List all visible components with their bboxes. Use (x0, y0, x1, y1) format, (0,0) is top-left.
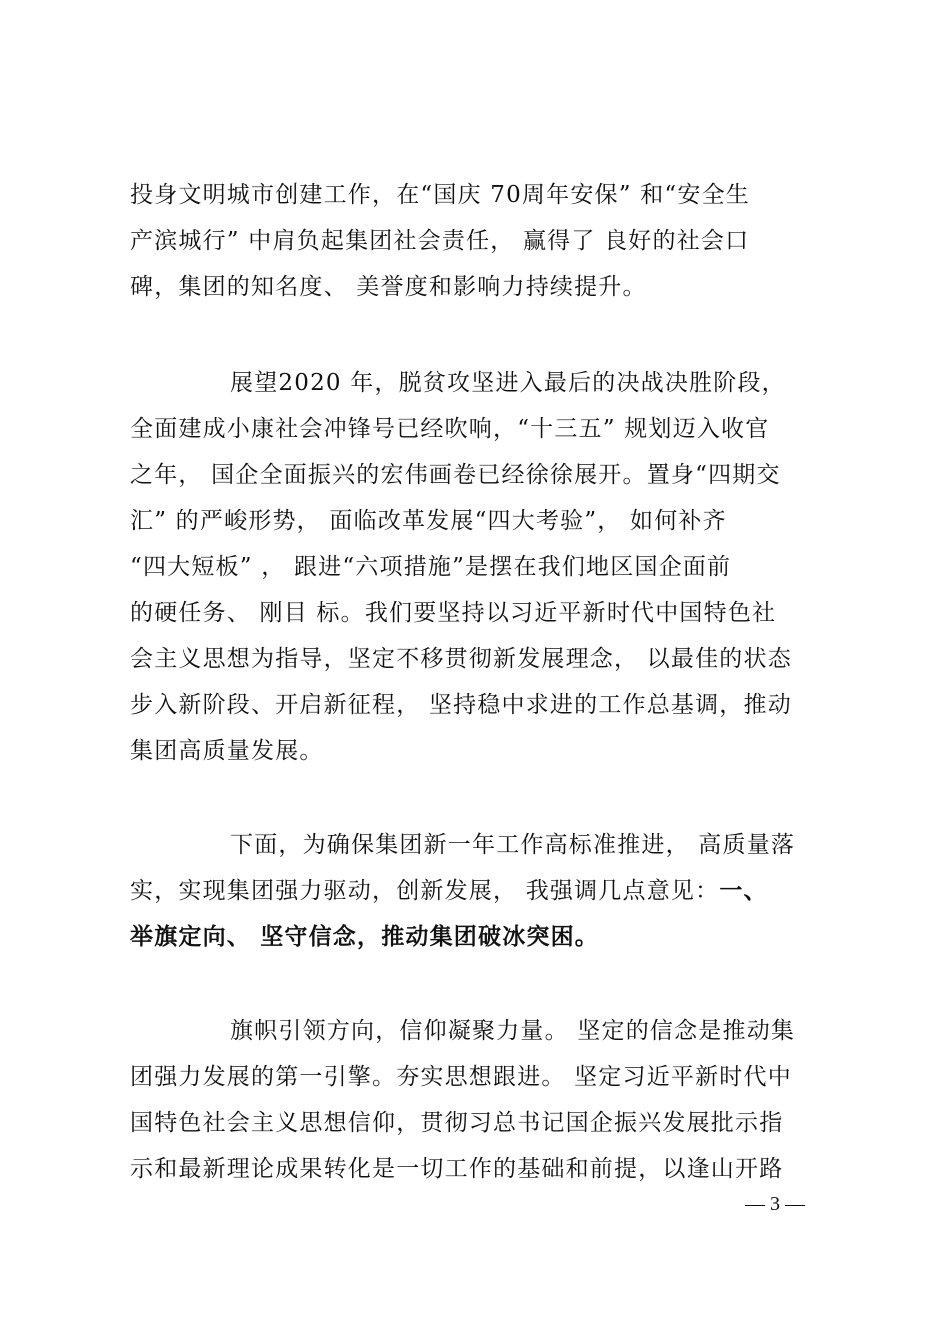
page-number: — 3 — (745, 1193, 805, 1215)
paragraph-2-line-4: 汇” 的严峻形势， 面临改革发展“四大考验”， 如何补齐 (130, 508, 727, 534)
paragraph-4-line-4: 示和最新理论成果转化是一切工作的基础和前提，以逢山开路 (130, 1156, 784, 1182)
paragraph-4-line-1: 旗帜引领方向，信仰凝聚力量。 坚定的信念是推动集 (230, 1018, 796, 1044)
paragraph-2-line-6: 的硬任务、 刚目 标。我们要坚持以习近平新时代中国特色社 (130, 600, 777, 626)
paragraph-1-line-1: 投身文明城市创建工作，在“国庆 70周年安保” 和“安全生 (130, 182, 750, 208)
paragraph-4-line-2: 团强力发展的第一引擎。夯实思想跟进。 坚定习近平新时代中 (130, 1064, 792, 1090)
paragraph-2-line-3: 之年， 国企全面振兴的宏伟画卷已经徐徐展开。置身“四期交 (130, 462, 781, 488)
paragraph-2-line-7: 会主义思想为指导，坚定不移贯彻新发展理念， 以最佳的状态 (130, 646, 792, 672)
paragraph-3-line-2-text: 实，实现集团强力驱动，创新发展， 我强调几点意见： (130, 878, 720, 904)
paragraph-2-line-5: “四大短板” ， 跟进“六项措施”是摆在我们地区国企面前 (130, 554, 732, 580)
paragraph-2-line-9: 集团高质量发展。 (130, 738, 324, 764)
paragraph-2-line-1: 展望2020 年，脱贫攻坚进入最后的决战决胜阶段， (230, 370, 786, 396)
paragraph-3-line-2 (130, 876, 830, 906)
paragraph-3-line-1: 下面，为确保集团新一年工作高标准推进， 高质量落 (230, 832, 796, 858)
paragraph-4-line-3: 国特色社会主义思想信仰，贯彻习总书记国企振兴发展批示指 (130, 1110, 784, 1136)
paragraph-1-line-3: 碑，集团的知名度、 美誉度和影响力持续提升。 (130, 274, 647, 300)
section-heading-number: 一、 (719, 878, 768, 904)
paragraph-1-line-2: 产滨城行” 中肩负起集团社会责任， 赢得了 良好的社会口 (130, 228, 750, 254)
section-heading: 举旗定向、 坚守信念，推动集团破冰突困。 (130, 924, 600, 950)
paragraph-2-line-8: 步入新阶段、开启新征程， 坚持稳中求进的工作总基调，推动 (130, 692, 792, 718)
paragraph-2-line-2: 全面建成小康社会冲锋号已经吹响，“十三五” 规划迈入收官 (130, 416, 770, 442)
